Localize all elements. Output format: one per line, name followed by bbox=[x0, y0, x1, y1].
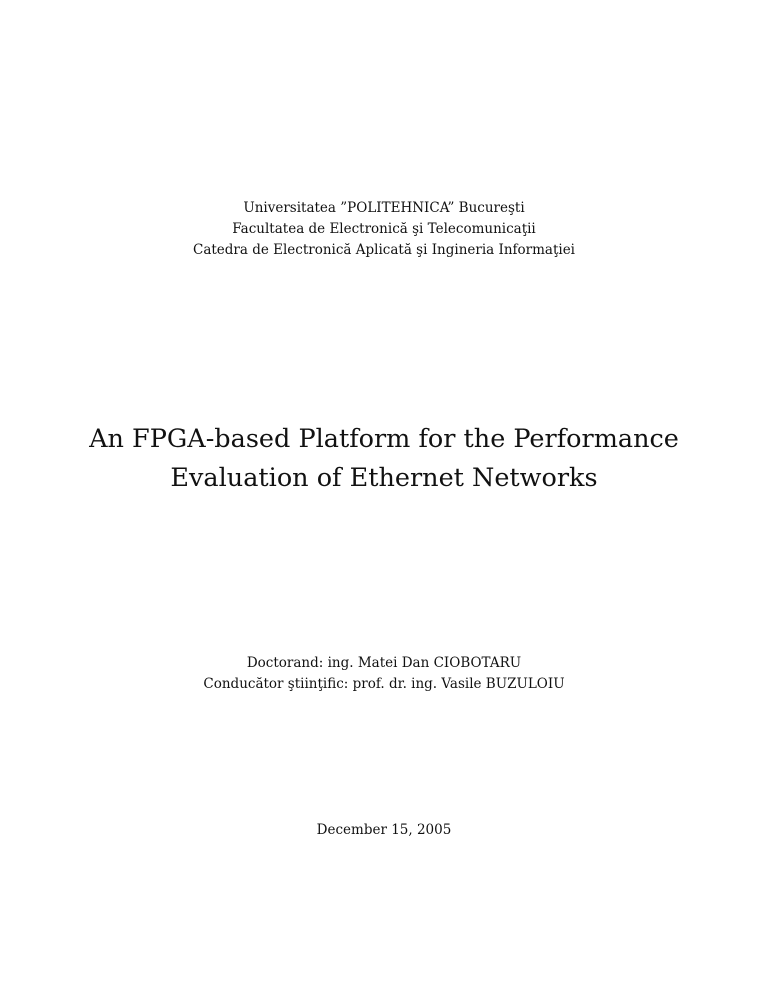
title-line-2: Evaluation of Ethernet Networks bbox=[170, 463, 598, 493]
affiliation-block bbox=[0, 198, 768, 261]
department-name: Catedra de Electronică Aplicată şi Ingineria Informaţiei bbox=[192, 242, 575, 258]
advisor-line: Conducător ştiinţific: prof. dr. ing. Vasile BUZULOIU bbox=[203, 676, 565, 692]
authors-block bbox=[0, 653, 768, 695]
doctorand-line: Doctorand: ing. Matei Dan CIOBOTARU bbox=[246, 655, 522, 671]
university-name: Universitatea ”POLITEHNICA” Bucureşti bbox=[243, 200, 525, 216]
title-line-1: An FPGA-based Platform for the Performance bbox=[89, 424, 679, 454]
thesis-title bbox=[0, 420, 768, 498]
faculty-name: Facultatea de Electronică şi Telecomunicaţii bbox=[232, 221, 536, 237]
date-block bbox=[0, 820, 768, 841]
thesis-date: December 15, 2005 bbox=[316, 822, 452, 838]
